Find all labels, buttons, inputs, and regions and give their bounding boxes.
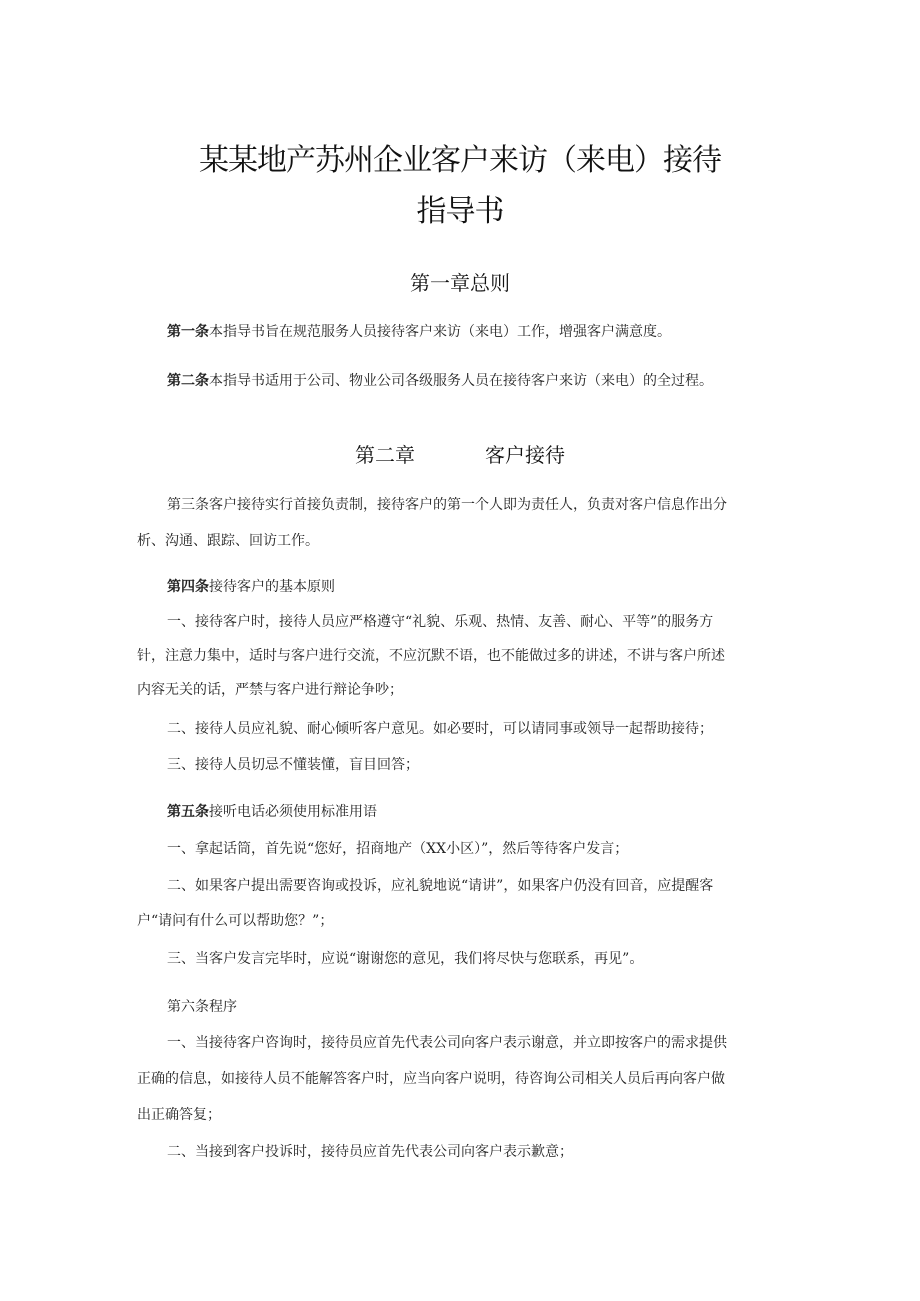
article6-item1-line1: 一、当接待客户咨询时，接待员应首先代表公司向客户表示谢意，并立即按客户的需求提供 — [167, 1035, 727, 1051]
article6-heading: 第六条程序 — [167, 999, 237, 1015]
article2-text: 本指导书适用于公司、物业公司各级服务人员在接待客户来访（来电）的全过程。 — [209, 373, 713, 389]
article1 — [167, 321, 671, 341]
article5-label: 第五条 — [167, 804, 209, 820]
article5-heading — [167, 801, 377, 821]
article4-heading — [167, 576, 335, 596]
article4-heading-text: 接待客户的基本原则 — [209, 579, 335, 595]
chapter1-title: 第一章总则 — [410, 271, 510, 295]
article4-label: 第四条 — [167, 579, 209, 595]
article1-text: 本指导书旨在规范服务人员接待客户来访（来电）工作，增强客户满意度。 — [209, 324, 671, 340]
article3-line2: 析、沟通、跟踪、回访工作。 — [137, 533, 319, 549]
chapter2-name: 客户接待 — [485, 443, 565, 467]
article2 — [167, 370, 713, 390]
article5-item2-line1: 二、如果客户提出需要咨询或投诉，应礼貌地说“请讲”，如果客户仍没有回音，应提醒客 — [167, 878, 714, 894]
article1-label: 第一条 — [167, 324, 209, 340]
document-title-line1: 某某地产苏州企业客户来访（来电）接待 — [199, 143, 721, 178]
article6-item1-line3: 出正确答复； — [137, 1107, 221, 1123]
chapter2-title — [0, 439, 920, 468]
article6-item1-line2: 正确的信息，如接待人员不能解答客户时，应当向客户说明，待咨询公司相关人员后再向客户做 — [137, 1071, 725, 1087]
chapter2-number: 第二章 — [355, 443, 415, 467]
article5-item1: 一、拿起话筒，首先说“您好，招商地产（XX小区）”，然后等待客户发言； — [167, 841, 629, 857]
article5-heading-text: 接听电话必须使用标准用语 — [209, 804, 377, 820]
article3-line1: 第三条客户接待实行首接负责制，接待客户的第一个人即为责任人，负责对客户信息作出分 — [167, 497, 727, 513]
article5-item2-line2: 户“请问有什么可以帮助您？”； — [137, 913, 334, 929]
article6-item2: 二、当接到客户投诉时，接待员应首先代表公司向客户表示歉意； — [167, 1144, 573, 1160]
article4-item1-line3: 内容无关的话，严禁与客户进行辩论争吵； — [137, 682, 403, 698]
article4-item1-line1: 一、接待客户时，接待人员应严格遵守“礼貌、乐观、热情、友善、耐心、平等”的服务方 — [167, 614, 714, 630]
article5-item3: 三、当客户发言完毕时，应说“谢谢您的意见，我们将尽快与您联系，再见”。 — [167, 951, 644, 967]
document-title-line2: 指导书 — [416, 194, 504, 229]
article4-item2: 二、接待人员应礼貌、耐心倾听客户意见。如必要时，可以请同事或领导一起帮助接待； — [167, 721, 713, 737]
article4-item3: 三、接待人员切忌不懂装懂，盲目回答； — [167, 757, 419, 773]
article2-label: 第二条 — [167, 373, 209, 389]
article4-item1-line2: 针，注意力集中，适时与客户进行交流，不应沉默不语，也不能做过多的讲述，不讲与客户所述 — [137, 648, 725, 664]
